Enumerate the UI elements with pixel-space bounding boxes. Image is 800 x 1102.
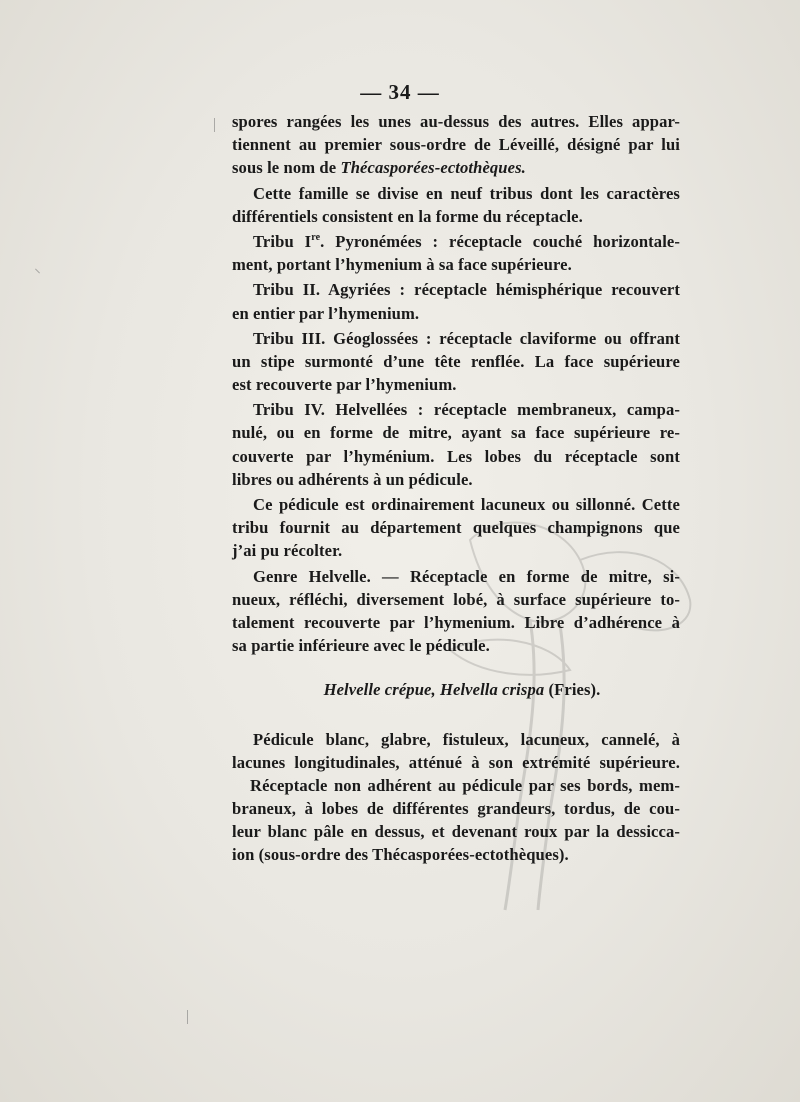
text-line: Cette famille se divise en neuf tribus dont les caractères (253, 183, 680, 203)
text-line (232, 230, 680, 253)
text-line: Pédicule blanc, glabre, fistuleux, lacuneux, cannelé, à (253, 729, 680, 749)
text-line: sa partie inférieure avec le pédicule. (232, 636, 490, 656)
margin-speck (187, 1010, 188, 1024)
text-line: différentiels consistent en la forme du réceptacle. (232, 206, 583, 226)
text-line: talement recouverte par l’hymenium. Libre d’adhérence à (232, 612, 680, 632)
text-line: nueux, réfléchi, diversement lobé, à surface supérieure to- (232, 589, 680, 609)
page-number: — 34 — (360, 80, 440, 104)
text-run: sous le nom de (232, 158, 341, 178)
species-heading (232, 678, 680, 701)
text-line: lacunes longitudinales, atténué à son extrémité supérieure. (232, 752, 680, 772)
text-line: tribu fournit au département quelques champignons que (232, 518, 680, 538)
text-line: ment, portant l’hymenium à sa face supérieure. (232, 255, 572, 275)
text-line (232, 156, 680, 179)
text-line: est recouverte par l’hymenium. (232, 375, 457, 395)
superscript: re (311, 231, 321, 243)
margin-speck (214, 118, 215, 132)
text-line: Tribu IV. Helvellées : réceptacle membraneux, campa- (253, 400, 680, 420)
text-line: couverte par l’hyménium. Les lobes du réceptacle sont (232, 446, 680, 466)
text-line: Ce pédicule est ordinairement lacuneux ou sillonné. Cette (253, 495, 680, 514)
text-line: braneux, à lobes de différentes grandeurs, tordus, de cou- (232, 799, 680, 819)
text-line: Tribu III. Géoglossées : réceptacle claviforme ou offrant (253, 328, 680, 348)
text-line: Genre Helvelle. — Réceptacle en forme de mitre, si- (253, 566, 680, 586)
text-line: nulé, ou en forme de mitre, ayant sa face supérieure re- (232, 423, 680, 443)
text-line: leur blanc pâle en dessus, et devenant roux par la dessicca- (232, 822, 680, 842)
text-line: Tribu II. Agyriées : réceptacle hémisphérique recouvert (253, 280, 680, 300)
text-line: spores rangées les unes au-dessus des autres. Elles appar- (232, 112, 680, 131)
species-authority: (Fries). (544, 680, 601, 700)
text-run: Tribu I (253, 231, 312, 251)
text-line: Réceptacle non adhérent au pédicule par ses bords, mem- (250, 775, 680, 795)
text-line: ion (sous-ordre des Thécasporées-ectothèques). (232, 845, 569, 865)
text-run: . Pyronémées : réceptacle couché horizontale- (320, 231, 681, 251)
text-line: en entier par l’hymenium. (232, 303, 420, 323)
text-line: un stipe surmonté d’une tête renflée. La face supérieure (232, 351, 680, 371)
body-text (232, 110, 680, 867)
species-name-italic: Helvelle crépue, Helvella crispa (323, 680, 545, 700)
order-name-italic: Thécasporées-ectothèques. (340, 158, 526, 178)
margin-speck (35, 269, 40, 274)
text-line: j’ai pu récolter. (232, 541, 343, 561)
text-line: libres ou adhérents à un pédicule. (232, 469, 473, 489)
text-line: tiennent au premier sous-ordre de Léveillé, désigné par lui (232, 135, 680, 155)
